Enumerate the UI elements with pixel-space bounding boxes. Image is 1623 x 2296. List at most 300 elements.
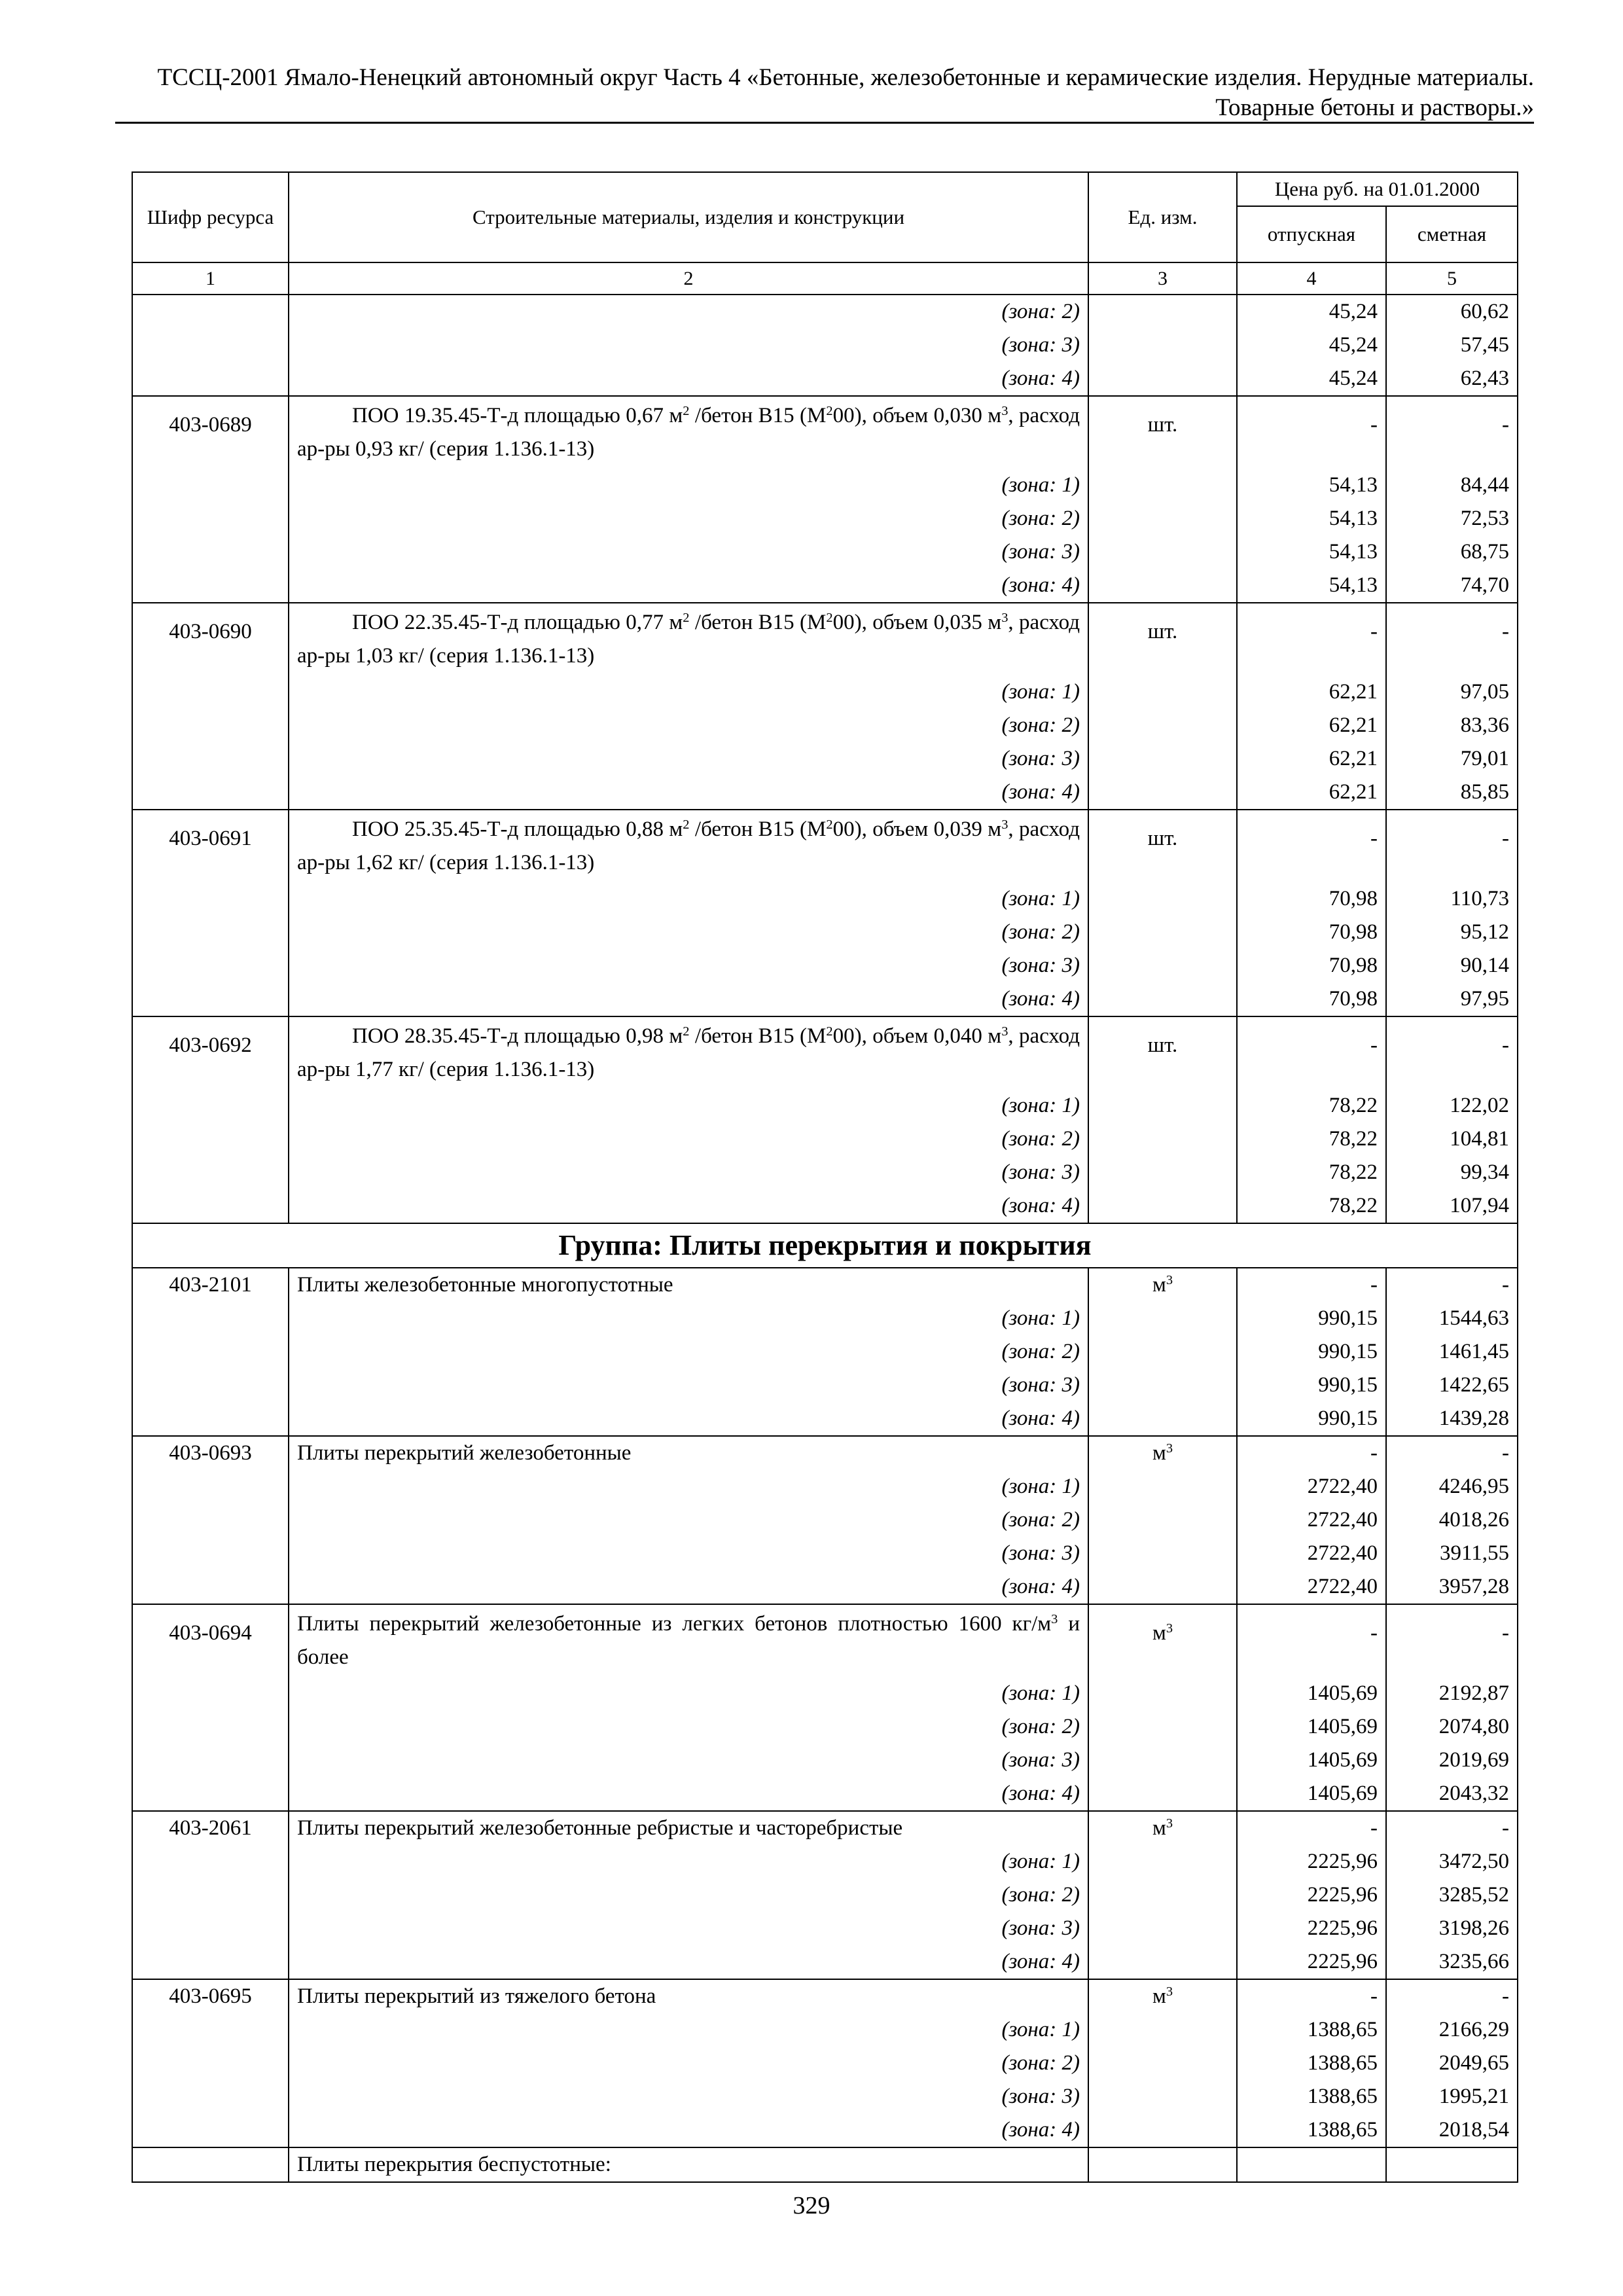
code-cell-empty	[132, 2047, 289, 2080]
column-number-5: 5	[1386, 262, 1518, 295]
zone-label: (зона: 4)	[289, 362, 1088, 396]
unit-cell-empty	[1088, 2047, 1237, 2080]
unit-cell-empty	[1088, 1402, 1237, 1436]
unit-cell-empty	[1088, 1189, 1237, 1223]
description-part: /бетон В15 (М	[689, 611, 827, 634]
zone-row	[132, 502, 1518, 535]
release-price: 990,15	[1237, 1402, 1386, 1436]
release-price: -	[1237, 810, 1386, 882]
code-cell-empty	[132, 1710, 289, 1744]
code-cell-empty	[132, 2080, 289, 2113]
estimate-price: 97,05	[1386, 675, 1518, 709]
estimate-price: 79,01	[1386, 742, 1518, 776]
zone-row	[132, 982, 1518, 1016]
page-number: 329	[793, 2192, 830, 2219]
code-cell-empty	[132, 776, 289, 810]
superscript-2: 2	[826, 817, 833, 832]
description-part: ПОО 19.35.45-Т-д площадью 0,67 м	[352, 404, 683, 427]
zone-row	[132, 1402, 1518, 1436]
unit-cell	[1088, 1268, 1237, 1302]
description-part: 00), объем 0,030 м	[832, 404, 1002, 427]
release-price: 990,15	[1237, 1369, 1386, 1402]
code-cell-empty	[132, 1470, 289, 1503]
superscript-2: 2	[683, 817, 690, 832]
description-part: 00), объем 0,039 м	[832, 817, 1002, 841]
code-cell-empty	[132, 882, 289, 916]
zone-label: (зона: 1)	[289, 2013, 1088, 2047]
release-price: 2225,96	[1237, 1912, 1386, 1945]
zone-row	[132, 1677, 1518, 1710]
estimate-price: 2049,65	[1386, 2047, 1518, 2080]
unit-cell-empty	[1088, 1335, 1237, 1369]
unit-cell-empty	[1088, 1878, 1237, 1912]
unit-cell-empty	[1088, 502, 1237, 535]
resource-code: 403-0690	[132, 603, 289, 675]
unit-cell-empty	[1088, 1369, 1237, 1402]
code-cell-empty	[132, 1369, 289, 1402]
zone-row	[132, 1744, 1518, 1777]
code-cell-empty	[132, 949, 289, 982]
page-header	[115, 63, 1534, 123]
code-cell-empty	[132, 469, 289, 502]
release-price: 1405,69	[1237, 1677, 1386, 1710]
superscript-3: 3	[1166, 1272, 1173, 1287]
code-cell-empty	[132, 1335, 289, 1369]
subgroup-row	[132, 2147, 1518, 2182]
superscript-3: 3	[1166, 1621, 1173, 1636]
estimate-price: -	[1386, 1811, 1518, 1845]
unit-cell-empty	[1088, 1677, 1237, 1710]
zone-row	[132, 1945, 1518, 1979]
code-cell-empty	[132, 1122, 289, 1156]
unit-cell: шт.	[1088, 1016, 1237, 1089]
code-cell-empty	[132, 569, 289, 603]
unit-cell-empty	[1088, 2013, 1237, 2047]
zone-row	[132, 1777, 1518, 1811]
zone-label: (зона: 3)	[289, 949, 1088, 982]
zone-row	[132, 2113, 1518, 2147]
estimate-price: 4246,95	[1386, 1470, 1518, 1503]
unit-cell-empty	[1088, 1156, 1237, 1189]
code-cell-empty	[132, 982, 289, 1016]
zone-label: (зона: 2)	[289, 502, 1088, 535]
resource-row	[132, 603, 1518, 675]
release-price: 990,15	[1237, 1302, 1386, 1335]
zone-row	[132, 675, 1518, 709]
code-cell-empty	[132, 916, 289, 949]
superscript-2: 2	[826, 610, 833, 625]
release-price: 1388,65	[1237, 2013, 1386, 2047]
superscript-3: 3	[1001, 403, 1008, 418]
unit-cell-empty	[1088, 1845, 1237, 1878]
code-cell-empty	[132, 1744, 289, 1777]
zone-label: (зона: 3)	[289, 1156, 1088, 1189]
estimate-price: 3472,50	[1386, 1845, 1518, 1878]
zone-label: (зона: 4)	[289, 1777, 1088, 1811]
column-header-release-price: отпускная	[1237, 206, 1386, 262]
code-cell-empty	[132, 295, 289, 329]
release-price: 54,13	[1237, 502, 1386, 535]
unit-text: м	[1152, 1441, 1166, 1465]
zone-row	[132, 2013, 1518, 2047]
unit-cell-empty	[1088, 2113, 1237, 2147]
zone-label: (зона: 3)	[289, 1912, 1088, 1945]
code-cell-empty	[132, 2113, 289, 2147]
resource-code: 403-0693	[132, 1436, 289, 1470]
release-price: 78,22	[1237, 1122, 1386, 1156]
code-cell-empty	[132, 1878, 289, 1912]
zone-row	[132, 709, 1518, 742]
unit-cell	[1088, 1811, 1237, 1845]
description-part: 00), объем 0,040 м	[832, 1024, 1002, 1048]
estimate-price: -	[1386, 1016, 1518, 1089]
unit-cell-empty	[1088, 329, 1237, 362]
estimate-price: 68,75	[1386, 535, 1518, 569]
estimate-price: 3285,52	[1386, 1878, 1518, 1912]
superscript-3: 3	[1166, 1984, 1173, 1999]
estimate-price: 1544,63	[1386, 1302, 1518, 1335]
unit-cell-empty	[1088, 535, 1237, 569]
resource-row	[132, 1436, 1518, 1470]
column-number-3: 3	[1088, 262, 1237, 295]
code-cell-empty	[132, 1537, 289, 1570]
zone-label: (зона: 1)	[289, 1089, 1088, 1122]
estimate-price: -	[1386, 1436, 1518, 1470]
zone-label: (зона: 3)	[289, 2080, 1088, 2113]
zone-row	[132, 1537, 1518, 1570]
unit-cell-empty	[1088, 2080, 1237, 2113]
release-price: 78,22	[1237, 1189, 1386, 1223]
resource-description: Плиты перекрытий из тяжелого бетона	[289, 1979, 1088, 2013]
release-price: 1388,65	[1237, 2113, 1386, 2147]
code-cell-empty	[132, 1503, 289, 1537]
zone-row	[132, 1189, 1518, 1223]
release-price: -	[1237, 1436, 1386, 1470]
superscript-2: 2	[683, 1024, 690, 1039]
resource-description	[289, 1604, 1088, 1677]
header-title-line-1: ТССЦ-2001 Ямало-Ненецкий автономный округ Часть 4 «Бетонные, железобетонные и керамические изделия. Нерудные материалы.	[157, 64, 1534, 91]
release-price: 62,21	[1237, 709, 1386, 742]
code-cell-empty	[132, 1912, 289, 1945]
code-cell-empty	[132, 1845, 289, 1878]
code-cell-empty	[132, 1777, 289, 1811]
code-cell-empty	[132, 675, 289, 709]
zone-label: (зона: 4)	[289, 982, 1088, 1016]
resource-description: Плиты перекрытий железобетонные ребристые и часторебристые	[289, 1811, 1088, 1845]
release-price: -	[1237, 1604, 1386, 1677]
header-rule	[115, 122, 1534, 124]
zone-label: (зона: 3)	[289, 1744, 1088, 1777]
description-part: ПОО 25.35.45-Т-д площадью 0,88 м	[352, 817, 683, 841]
release-price: 1388,65	[1237, 2047, 1386, 2080]
estimate-price: 57,45	[1386, 329, 1518, 362]
column-header-price: Цена руб. на 01.01.2000	[1237, 172, 1518, 206]
resource-row	[132, 1016, 1518, 1089]
unit-cell-empty	[1088, 1570, 1237, 1604]
zone-row	[132, 1156, 1518, 1189]
release-price: 62,21	[1237, 776, 1386, 810]
estimate-price: 1422,65	[1386, 1369, 1518, 1402]
code-cell-empty	[132, 742, 289, 776]
code-cell-empty	[132, 1945, 289, 1979]
description-part: /бетон В15 (М	[689, 1024, 827, 1048]
estimate-price: 72,53	[1386, 502, 1518, 535]
resource-description	[289, 396, 1088, 469]
estimate-price: -	[1386, 603, 1518, 675]
resource-code: 403-0695	[132, 1979, 289, 2013]
zone-row	[132, 469, 1518, 502]
unit-text: м	[1152, 1273, 1166, 1297]
column-header-estimate-price: сметная	[1386, 206, 1518, 262]
description-part: 00), объем 0,035 м	[832, 611, 1002, 634]
estimate-price: 3911,55	[1386, 1537, 1518, 1570]
release-price: 78,22	[1237, 1156, 1386, 1189]
estimate-price: -	[1386, 810, 1518, 882]
release-price: 78,22	[1237, 1089, 1386, 1122]
description-part: /бетон В15 (М	[689, 817, 827, 841]
zone-label: (зона: 3)	[289, 1369, 1088, 1402]
unit-cell-empty	[1088, 709, 1237, 742]
estimate-price: 1439,28	[1386, 1402, 1518, 1436]
release-price: 1405,69	[1237, 1710, 1386, 1744]
resource-code: 403-0691	[132, 810, 289, 882]
release-price: 54,13	[1237, 469, 1386, 502]
zone-label: (зона: 4)	[289, 1189, 1088, 1223]
resource-description	[289, 1016, 1088, 1089]
unit-cell-empty	[1088, 1945, 1237, 1979]
code-cell-empty	[132, 1089, 289, 1122]
zone-row	[132, 295, 1518, 329]
zone-row	[132, 1845, 1518, 1878]
zone-row	[132, 1503, 1518, 1537]
estimate-price: 84,44	[1386, 469, 1518, 502]
release-price: 70,98	[1237, 982, 1386, 1016]
unit-cell-empty	[1088, 882, 1237, 916]
code-cell-empty	[132, 1189, 289, 1223]
subgroup-label: Плиты перекрытия беспустотные:	[289, 2147, 1088, 2182]
zone-label: (зона: 2)	[289, 709, 1088, 742]
unit-cell	[1088, 1979, 1237, 2013]
resource-row	[132, 1268, 1518, 1302]
zone-label: (зона: 3)	[289, 329, 1088, 362]
estimate-price: -	[1386, 1268, 1518, 1302]
release-price: 54,13	[1237, 535, 1386, 569]
description-part: и более	[297, 1612, 1080, 1669]
zone-label: (зона: 1)	[289, 1302, 1088, 1335]
unit-text: м	[1152, 1816, 1166, 1840]
estimate-price: 90,14	[1386, 949, 1518, 982]
zone-label: (зона: 2)	[289, 1503, 1088, 1537]
estimate-price: -	[1386, 396, 1518, 469]
resource-row	[132, 1979, 1518, 2013]
code-cell-empty	[132, 2013, 289, 2047]
column-header-unit: Ед. изм.	[1088, 172, 1237, 262]
zone-row	[132, 1878, 1518, 1912]
column-header-code: Шифр ресурса	[132, 172, 289, 262]
zone-label: (зона: 1)	[289, 675, 1088, 709]
superscript-3: 3	[1001, 1024, 1008, 1039]
code-cell-empty	[132, 502, 289, 535]
code-cell-empty	[132, 1156, 289, 1189]
estimate-price: 74,70	[1386, 569, 1518, 603]
superscript-3: 3	[1166, 1441, 1173, 1456]
estimate-price: 2018,54	[1386, 2113, 1518, 2147]
resource-row	[132, 1604, 1518, 1677]
zone-row	[132, 1710, 1518, 1744]
zone-label: (зона: 2)	[289, 1710, 1088, 1744]
resource-description	[289, 810, 1088, 882]
release-price: 2722,40	[1237, 1537, 1386, 1570]
zone-label: (зона: 3)	[289, 742, 1088, 776]
release-price: 2722,40	[1237, 1503, 1386, 1537]
unit-cell-empty	[1088, 1089, 1237, 1122]
zone-label: (зона: 4)	[289, 569, 1088, 603]
release-price: 2225,96	[1237, 1845, 1386, 1878]
resource-code: 403-2101	[132, 1268, 289, 1302]
estimate-price: 4018,26	[1386, 1503, 1518, 1537]
zone-row	[132, 1470, 1518, 1503]
unit-cell-empty	[1088, 982, 1237, 1016]
resource-code: 403-0694	[132, 1604, 289, 1677]
estimate-price: 85,85	[1386, 776, 1518, 810]
unit-cell-empty	[1088, 1710, 1237, 1744]
resource-row	[132, 1811, 1518, 1845]
estimate-price: 97,95	[1386, 982, 1518, 1016]
estimate-price: 2074,80	[1386, 1710, 1518, 1744]
resource-description	[289, 603, 1088, 675]
description-part: Плиты перекрытий железобетонные из легких бетонов плотностью 1600 кг/м	[297, 1612, 1052, 1636]
unit-cell-empty	[1088, 569, 1237, 603]
release-price: 70,98	[1237, 882, 1386, 916]
estimate-price: 2192,87	[1386, 1677, 1518, 1710]
zone-label: (зона: 2)	[289, 1335, 1088, 1369]
release-price: 54,13	[1237, 569, 1386, 603]
release-price: 62,21	[1237, 675, 1386, 709]
release-price: -	[1237, 1016, 1386, 1089]
release-price: 70,98	[1237, 949, 1386, 982]
unit-cell: шт.	[1088, 396, 1237, 469]
resource-description: Плиты железобетонные многопустотные	[289, 1268, 1088, 1302]
unit-cell-empty	[1088, 742, 1237, 776]
zone-label: (зона: 3)	[289, 535, 1088, 569]
zone-row	[132, 1122, 1518, 1156]
estimate-price: 60,62	[1386, 295, 1518, 329]
unit-text: м	[1152, 1984, 1166, 2008]
unit-cell-empty	[1088, 1503, 1237, 1537]
column-header-name: Строительные материалы, изделия и конструкции	[289, 172, 1088, 262]
zone-row	[132, 882, 1518, 916]
estimate-price: 104,81	[1386, 1122, 1518, 1156]
zone-label: (зона: 4)	[289, 1402, 1088, 1436]
zone-row	[132, 1369, 1518, 1402]
code-cell-empty	[132, 1570, 289, 1604]
code-cell-empty	[132, 362, 289, 396]
estimate-price: 2043,32	[1386, 1777, 1518, 1811]
unit-cell-empty	[1088, 1744, 1237, 1777]
release-price: 990,15	[1237, 1335, 1386, 1369]
estimate-price: 99,34	[1386, 1156, 1518, 1189]
zone-label: (зона: 2)	[289, 295, 1088, 329]
release-price: 45,24	[1237, 329, 1386, 362]
estimate-cell-empty	[1386, 2147, 1518, 2182]
zone-row	[132, 742, 1518, 776]
zone-label: (зона: 2)	[289, 1878, 1088, 1912]
zone-label: (зона: 1)	[289, 1677, 1088, 1710]
code-cell-empty	[132, 1677, 289, 1710]
description-part: ПОО 28.35.45-Т-д площадью 0,98 м	[352, 1024, 683, 1048]
unit-cell-empty	[1088, 776, 1237, 810]
zone-row	[132, 2047, 1518, 2080]
zone-row	[132, 1302, 1518, 1335]
description-part: ПОО 22.35.45-Т-д площадью 0,77 м	[352, 611, 683, 634]
resource-code: 403-0689	[132, 396, 289, 469]
superscript-3: 3	[1001, 817, 1008, 832]
description-part: , расход ар-ры 1,62 кг/ (серия 1.136.1-13)	[297, 817, 1080, 874]
header-title-line-2: Товарные бетоны и растворы.»	[1215, 94, 1534, 121]
group-row	[132, 1223, 1518, 1268]
column-number-2: 2	[289, 262, 1088, 295]
release-price: 45,24	[1237, 362, 1386, 396]
column-number-4: 4	[1237, 262, 1386, 295]
table-body	[132, 295, 1518, 2182]
unit-cell-empty	[1088, 2147, 1237, 2182]
release-price: 1405,69	[1237, 1744, 1386, 1777]
release-price: 2225,96	[1237, 1945, 1386, 1979]
unit-cell: шт.	[1088, 603, 1237, 675]
unit-cell-empty	[1088, 362, 1237, 396]
code-cell-empty	[132, 1402, 289, 1436]
unit-cell-empty	[1088, 1777, 1237, 1811]
zone-row	[132, 949, 1518, 982]
zone-label: (зона: 1)	[289, 882, 1088, 916]
resource-row	[132, 396, 1518, 469]
unit-cell-empty	[1088, 1912, 1237, 1945]
estimate-price: -	[1386, 1979, 1518, 2013]
estimate-price: 3198,26	[1386, 1912, 1518, 1945]
release-price: 1405,69	[1237, 1777, 1386, 1811]
zone-label: (зона: 1)	[289, 1845, 1088, 1878]
estimate-price: 2019,69	[1386, 1744, 1518, 1777]
release-cell-empty	[1237, 2147, 1386, 2182]
estimate-price: 95,12	[1386, 916, 1518, 949]
estimate-price: -	[1386, 1604, 1518, 1677]
unit-cell-empty	[1088, 1470, 1237, 1503]
superscript-2: 2	[826, 1024, 833, 1039]
code-cell-empty	[132, 329, 289, 362]
zone-row	[132, 1089, 1518, 1122]
zone-row	[132, 2080, 1518, 2113]
release-price: 62,21	[1237, 742, 1386, 776]
resource-code: 403-0692	[132, 1016, 289, 1089]
zone-label: (зона: 1)	[289, 469, 1088, 502]
unit-cell	[1088, 1436, 1237, 1470]
resource-row	[132, 810, 1518, 882]
zone-label: (зона: 4)	[289, 1945, 1088, 1979]
unit-cell-empty	[1088, 675, 1237, 709]
description-part: /бетон В15 (М	[689, 404, 827, 427]
code-cell-empty	[132, 535, 289, 569]
zone-label: (зона: 3)	[289, 1537, 1088, 1570]
code-cell-empty	[132, 1302, 289, 1335]
unit-cell-empty	[1088, 469, 1237, 502]
zone-label: (зона: 4)	[289, 1570, 1088, 1604]
zone-row	[132, 776, 1518, 810]
column-number-1: 1	[132, 262, 289, 295]
unit-cell-empty	[1088, 916, 1237, 949]
release-price: 2722,40	[1237, 1570, 1386, 1604]
zone-row	[132, 1335, 1518, 1369]
zone-row	[132, 329, 1518, 362]
